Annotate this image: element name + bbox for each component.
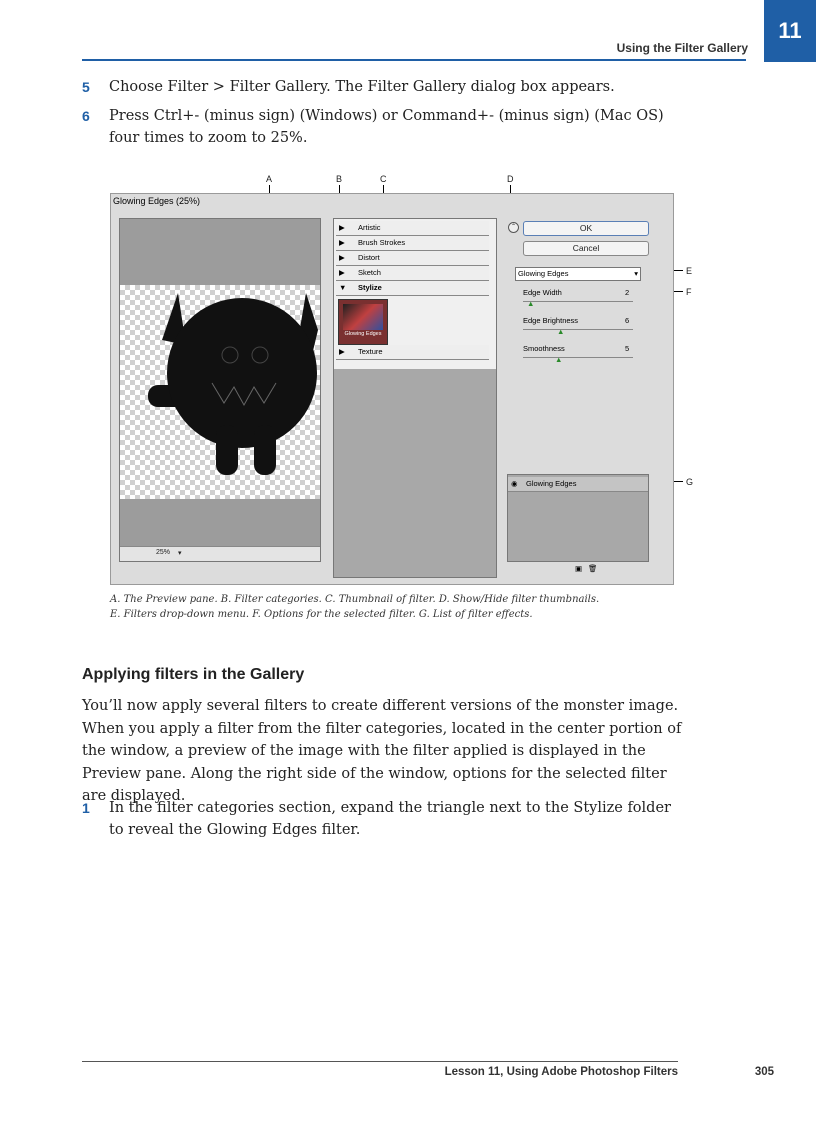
footer-title: Lesson 11, Using Adobe Photoshop Filters: [444, 1066, 678, 1078]
filter-effects-list: [507, 474, 649, 562]
monster-preview-image: [120, 285, 320, 499]
preview-status-bar: [120, 546, 320, 561]
option-edge-width: [519, 286, 649, 310]
section-title: Applying filters in the Gallery: [82, 666, 305, 683]
category-texture[interactable]: [336, 345, 489, 360]
effect-layer-label: Glowing Edges: [526, 479, 577, 488]
body-paragraph: You’ll now apply several filters to create different versions of the monster image. When you apply a filter from the filter categories, located in the center portion of the window, a preview of the image with the filter applied is displayed in the Preview pane. Along the right side of the window, options for the selected filter are displayed.: [82, 698, 682, 804]
option-value[interactable]: 2: [625, 288, 630, 297]
option-value[interactable]: 6: [625, 316, 630, 325]
filter-dropdown[interactable]: [515, 267, 641, 281]
filter-options: [519, 286, 649, 376]
trash-icon[interactable]: 🗑: [588, 564, 598, 573]
dialog-title: Glowing Edges (25%): [113, 196, 201, 206]
option-edge-brightness: [519, 314, 649, 338]
slider-handle-icon[interactable]: ▲: [527, 299, 535, 308]
caption-line-2: E. Filters drop-down menu. F. Options for the selected filter. G. List of filter effects.: [110, 609, 533, 620]
category-label: Sketch: [358, 268, 381, 277]
header-rule: [82, 59, 746, 61]
callout-g: G: [686, 477, 694, 487]
callout-f: F: [686, 287, 692, 297]
caption-line-1: A. The Preview pane. B. Filter categories. C. Thumbnail of filter. D. Show/Hide filter thumbnails.: [110, 594, 600, 605]
callout-c: C: [380, 174, 387, 184]
callout-a: A: [266, 174, 273, 184]
category-label: Distort: [358, 253, 380, 262]
option-smoothness: [519, 342, 649, 366]
callout-b: B: [336, 174, 343, 184]
filter-gallery-screenshot: [110, 193, 674, 585]
expand-triangle-icon[interactable]: ▶: [339, 238, 345, 247]
expand-triangle-icon[interactable]: ▶: [339, 253, 345, 262]
show-hide-thumbnails-icon[interactable]: ⌃: [508, 222, 519, 233]
collapse-triangle-icon[interactable]: ▼: [339, 283, 347, 292]
running-header: Using the Filter Gallery: [616, 41, 748, 55]
callout-e: E: [686, 266, 693, 276]
step-text: Choose Filter > Filter Gallery. The Filter Gallery dialog box appears.: [109, 79, 615, 95]
expand-triangle-icon[interactable]: ▶: [339, 223, 345, 232]
new-effect-layer-icon[interactable]: ▣: [575, 564, 583, 573]
category-label: Stylize: [358, 283, 382, 292]
filter-dropdown-value: Glowing Edges: [518, 269, 569, 278]
effect-layer-row[interactable]: [508, 477, 648, 492]
footer-rule: [82, 1061, 678, 1062]
category-label: Brush Strokes: [358, 238, 406, 247]
filter-categories-pane: [333, 218, 497, 578]
preview-pane: [119, 218, 321, 562]
callout-d: D: [507, 174, 514, 184]
option-slider-track[interactable]: [523, 357, 633, 358]
zoom-level[interactable]: 25%: [156, 549, 171, 556]
category-brush-strokes[interactable]: [336, 236, 489, 251]
category-label: Texture: [358, 347, 383, 356]
slider-handle-icon[interactable]: ▲: [557, 327, 565, 336]
option-label: Smoothness: [523, 344, 565, 353]
step-number: 1: [82, 800, 90, 816]
step-text: In the filter categories section, expand the triangle next to the Stylize folder to reveal the Glowing Edges filter.: [109, 800, 671, 838]
category-stylize[interactable]: [336, 281, 489, 296]
category-artistic[interactable]: [336, 221, 489, 236]
option-value[interactable]: 5: [625, 344, 630, 353]
step-number: 5: [82, 79, 90, 95]
category-label: Artistic: [358, 223, 381, 232]
thumbnail-label: Glowing Edges: [344, 331, 382, 337]
option-label: Edge Brightness: [523, 316, 579, 325]
option-slider-track[interactable]: [523, 329, 633, 330]
chevron-down-icon: ▾: [634, 269, 638, 278]
cancel-button[interactable]: Cancel: [523, 241, 649, 256]
slider-handle-icon[interactable]: ▲: [555, 355, 563, 364]
chapter-number-badge: 11: [764, 0, 816, 62]
figure-caption: [110, 592, 670, 622]
step-text: Press Ctrl+- (minus sign) (Windows) or Command+- (minus sign) (Mac OS) four times to zoom to 25%.: [109, 108, 664, 146]
category-sketch[interactable]: [336, 266, 489, 281]
ok-button[interactable]: OK: [523, 221, 649, 236]
step-number: 6: [82, 108, 90, 124]
eye-icon[interactable]: ◉: [511, 479, 518, 488]
zoom-dropdown-icon[interactable]: ▾: [178, 550, 182, 557]
option-slider-track[interactable]: [523, 301, 633, 302]
category-distort[interactable]: [336, 251, 489, 266]
page-number: 305: [754, 1066, 774, 1078]
option-label: Edge Width: [523, 288, 562, 297]
filter-thumbnail[interactable]: [338, 299, 388, 345]
expand-triangle-icon[interactable]: ▶: [339, 268, 345, 277]
expand-triangle-icon[interactable]: ▶: [339, 347, 345, 356]
